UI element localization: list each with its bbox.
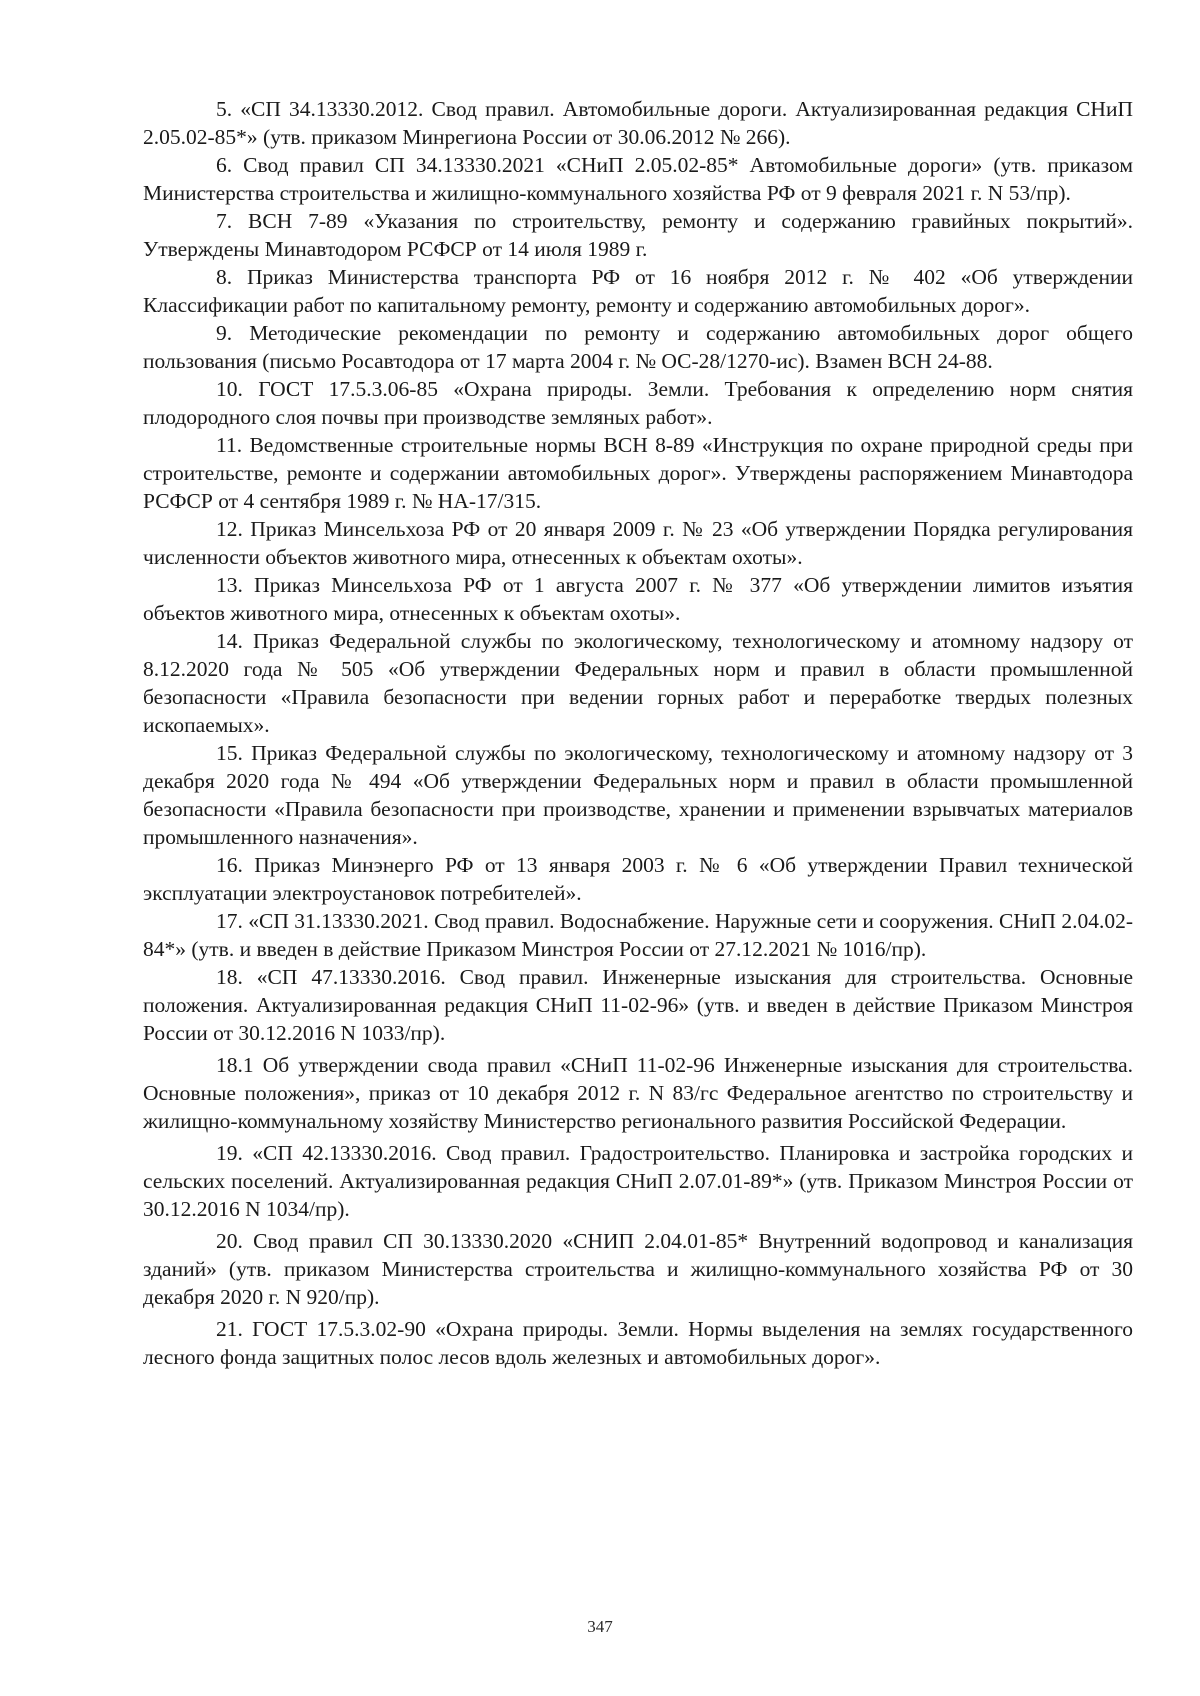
reference-item-10: 10. ГОСТ 17.5.3.06-85 «Охрана природы. Земли. Требования к определению норм снятия плодородного слоя почвы при производстве земляных работ».	[143, 377, 1133, 429]
reference-item-8: 8. Приказ Министерства транспорта РФ от 16 ноября 2012 г. № 402 «Об утверждении Классификации работ по капитальному ремонту, ремонту и содержанию автомобильных дорог».	[143, 265, 1133, 317]
reference-item-6: 6. Свод правил СП 34.13330.2021 «СНиП 2.05.02-85* Автомобильные дороги» (утв. приказом Министерства строительства и жилищно-коммунального хозяйства РФ от 9 февраля 2021 г. N 53/пр).	[143, 153, 1133, 205]
reference-item-12: 12. Приказ Минсельхоза РФ от 20 января 2009 г. № 23 «Об утверждении Порядка регулирования численности объектов животного мира, отнесенных к объектам охоты».	[143, 517, 1133, 569]
reference-item-17: 17. «СП 31.13330.2021. Свод правил. Водоснабжение. Наружные сети и сооружения. СНиП 2.04.02-84*» (утв. и введен в действие Приказом Минстроя России от 27.12.2021 № 1016/пр).	[143, 909, 1133, 961]
reference-item-15: 15. Приказ Федеральной службы по экологическому, технологическому и атомному надзору от 3 декабря 2020 года № 494 «Об утверждении Федеральных норм и правил в области промышленной безопасности «Правила безопасности при производстве, хранении и применении взрывчатых материалов промышленного назначения».	[143, 741, 1133, 849]
reference-item-11: 11. Ведомственные строительные нормы ВСН 8-89 «Инструкция по охране природной среды при строительстве, ремонте и содержании автомобильных дорог». Утверждены распоряжением Минавтодора РСФСР от 4 сентября 1989 г. № НА-17/315.	[143, 433, 1133, 513]
reference-item-19: 19. «СП 42.13330.2016. Свод правил. Градостроительство. Планировка и застройка городских и сельских поселений. Актуализированная редакция СНиП 2.07.01-89*» (утв. Приказом Минстроя России от 30.12.2016 N 1034/пр).	[143, 1141, 1133, 1221]
reference-item-18: 18. «СП 47.13330.2016. Свод правил. Инженерные изыскания для строительства. Основные положения. Актуализированная редакция СНиП 11-02-96» (утв. и введен в действие Приказом Минстроя России от 30.12.2016 N 1033/пр).	[143, 965, 1133, 1045]
reference-item-13: 13. Приказ Минсельхоза РФ от 1 августа 2007 г. № 377 «Об утверждении лимитов изъятия объектов животного мира, отнесенных к объектам охоты».	[143, 573, 1133, 625]
reference-item-14: 14. Приказ Федеральной службы по экологическому, технологическому и атомному надзору от 8.12.2020 года № 505 «Об утверждении Федеральных норм и правил в области промышленной безопасности «Правила безопасности при ведении горных работ и переработке твердых полезных ископаемых».	[143, 629, 1133, 737]
reference-item-18-1: 18.1 Об утверждении свода правил «СНиП 11-02-96 Инженерные изыскания для строительства. Основные положения», приказ от 10 декабря 2012 г. N 83/гс Федеральное агентство по строительству и жилищно-коммунальному хозяйству Министерство регионального развития Российской Федерации.	[143, 1053, 1133, 1133]
reference-item-7: 7. ВСН 7-89 «Указания по строительству, ремонту и содержанию гравийных покрытий». Утверждены Минавтодором РСФСР от 14 июля 1989 г.	[143, 209, 1133, 261]
reference-item-16: 16. Приказ Минэнерго РФ от 13 января 2003 г. № 6 «Об утверждении Правил технической эксплуатации электроустановок потребителей».	[143, 853, 1133, 905]
reference-list	[143, 95, 1133, 1371]
page-number: 347	[587, 1617, 613, 1636]
reference-item-5: 5. «СП 34.13330.2012. Свод правил. Автомобильные дороги. Актуализированная редакция СНиП 2.05.02-85*» (утв. приказом Минрегиона России от 30.06.2012 № 266).	[143, 97, 1133, 149]
reference-item-9: 9. Методические рекомендации по ремонту и содержанию автомобильных дорог общего пользования (письмо Росавтодора от 17 марта 2004 г. № ОС-28/1270-ис). Взамен ВСН 24-88.	[143, 321, 1133, 373]
reference-item-20: 20. Свод правил СП 30.13330.2020 «СНИП 2.04.01-85* Внутренний водопровод и канализация зданий» (утв. приказом Министерства строительства и жилищно-коммунального хозяйства РФ от 30 декабря 2020 г. N 920/пр).	[143, 1229, 1133, 1309]
reference-item-21: 21. ГОСТ 17.5.3.02-90 «Охрана природы. Земли. Нормы выделения на землях государственного лесного фонда защитных полос лесов вдоль железных и автомобильных дорог».	[143, 1317, 1133, 1369]
